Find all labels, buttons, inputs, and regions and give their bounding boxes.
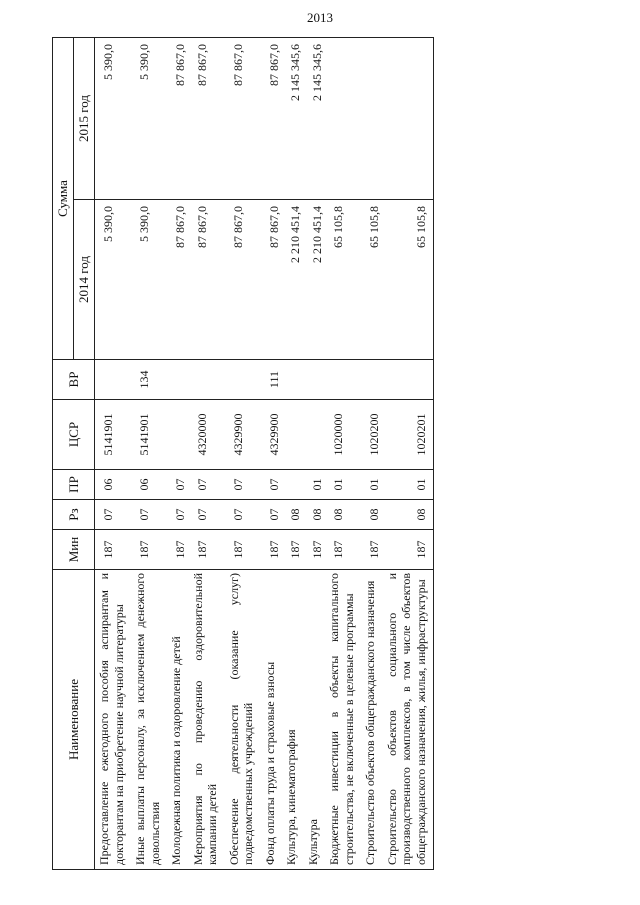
col-header-name: Наименование [53, 570, 95, 870]
page-number: 2013 [307, 10, 333, 25]
row-csr-cell: 5141901 [95, 400, 132, 470]
row-name-cell: Молодежная политика и оздоровление детей [167, 570, 189, 870]
row-vr-cell [383, 360, 434, 400]
row-rz-cell: 08 [282, 500, 304, 530]
row-2014-cell: 5 390,0 [95, 200, 132, 360]
table-row [261, 38, 283, 870]
row-pr-cell: 07 [225, 470, 261, 500]
row-vr-cell: 111 [261, 360, 283, 400]
row-pr-cell: 07 [167, 470, 189, 500]
row-rz-cell: 08 [383, 500, 434, 530]
table-row [131, 38, 167, 870]
row-rz-cell: 07 [95, 500, 132, 530]
row-csr-cell: 1020200 [361, 400, 383, 470]
row-csr-cell: 4320000 [189, 400, 225, 470]
row-min-cell: 187 [282, 530, 304, 570]
col-header-sum: Сумма [53, 38, 74, 360]
row-min-cell: 187 [167, 530, 189, 570]
col-header-rz: Рз [53, 500, 95, 530]
table-row [95, 38, 132, 870]
row-vr-cell [325, 360, 361, 400]
row-name-cell: Строительство объектов социального и производственного комплексов, в том числе объектов общегражданского назначения, жилья, инфраструктуры [383, 570, 434, 870]
row-vr-cell: 134 [131, 360, 167, 400]
row-min-cell: 187 [189, 530, 225, 570]
col-header-csr: ЦСР [53, 400, 95, 470]
row-min-cell: 187 [95, 530, 132, 570]
row-2015-cell: 5 390,0 [95, 38, 132, 200]
row-2015-cell [325, 38, 361, 200]
row-pr-cell: 01 [325, 470, 361, 500]
row-csr-cell: 4329900 [261, 400, 283, 470]
row-2015-cell: 87 867,0 [225, 38, 261, 200]
row-name-cell: Бюджетные инвестиции в объекты капитального строительства, не включенные в целевые программы [325, 570, 361, 870]
row-name-cell: Культура, кинематография [282, 570, 304, 870]
row-2015-cell [361, 38, 383, 200]
row-pr-cell: 07 [261, 470, 283, 500]
row-csr-cell: 4329900 [225, 400, 261, 470]
row-min-cell: 187 [325, 530, 361, 570]
row-2014-cell: 2 210 451,4 [304, 200, 326, 360]
row-vr-cell [225, 360, 261, 400]
row-name-cell: Фонд оплаты труда и страховые взносы [261, 570, 283, 870]
row-2015-cell: 5 390,0 [131, 38, 167, 200]
row-vr-cell [361, 360, 383, 400]
table-row [361, 38, 383, 870]
row-pr-cell: 06 [95, 470, 132, 500]
col-header-min: Мин [53, 530, 95, 570]
row-csr-cell [304, 400, 326, 470]
row-min-cell: 187 [225, 530, 261, 570]
row-csr-cell: 1020000 [325, 400, 361, 470]
row-2014-cell: 87 867,0 [261, 200, 283, 360]
row-2014-cell: 5 390,0 [131, 200, 167, 360]
rotated-page [52, 38, 582, 870]
row-min-cell: 187 [304, 530, 326, 570]
row-2014-cell: 87 867,0 [167, 200, 189, 360]
row-rz-cell: 07 [189, 500, 225, 530]
row-min-cell: 187 [261, 530, 283, 570]
row-vr-cell [95, 360, 132, 400]
row-2014-cell: 2 210 451,4 [282, 200, 304, 360]
row-rz-cell: 07 [261, 500, 283, 530]
table-row [304, 38, 326, 870]
row-pr-cell [282, 470, 304, 500]
row-csr-cell: 5141901 [131, 400, 167, 470]
row-name-cell: Обеспечение деятельности (оказание услуг) подведомственных учреждений [225, 570, 261, 870]
row-min-cell: 187 [383, 530, 434, 570]
row-name-cell: Иные выплаты персоналу, за исключением денежного довольствия [131, 570, 167, 870]
row-name-cell: Предоставление ежегодного пособия аспирантам и докторантам на приобретение научной литературы [95, 570, 132, 870]
col-header-2014: 2014 год [74, 200, 95, 360]
table-row [282, 38, 304, 870]
col-header-2015: 2015 год [74, 38, 95, 200]
row-vr-cell [304, 360, 326, 400]
row-rz-cell: 07 [167, 500, 189, 530]
row-name-cell: Культура [304, 570, 326, 870]
row-name-cell: Строительство объектов общегражданского назначения [361, 570, 383, 870]
col-header-vr: ВР [53, 360, 95, 400]
row-2015-cell: 2 145 345,6 [282, 38, 304, 200]
row-2014-cell: 65 105,8 [361, 200, 383, 360]
row-2014-cell: 65 105,8 [383, 200, 434, 360]
row-csr-cell [167, 400, 189, 470]
table-row [325, 38, 361, 870]
col-header-pr: ПР [53, 470, 95, 500]
row-rz-cell: 07 [225, 500, 261, 530]
row-2015-cell: 87 867,0 [189, 38, 225, 200]
row-csr-cell: 1020201 [383, 400, 434, 470]
row-pr-cell: 06 [131, 470, 167, 500]
table-row [167, 38, 189, 870]
row-2015-cell [383, 38, 434, 200]
row-rz-cell: 07 [131, 500, 167, 530]
row-vr-cell [167, 360, 189, 400]
row-name-cell: Мероприятия по проведению оздоровительной кампании детей [189, 570, 225, 870]
row-vr-cell [189, 360, 225, 400]
row-2014-cell: 87 867,0 [225, 200, 261, 360]
row-2014-cell: 87 867,0 [189, 200, 225, 360]
row-pr-cell: 01 [304, 470, 326, 500]
row-2015-cell: 87 867,0 [261, 38, 283, 200]
row-min-cell: 187 [131, 530, 167, 570]
row-rz-cell: 08 [304, 500, 326, 530]
table-row [225, 38, 261, 870]
table-row [189, 38, 225, 870]
row-rz-cell: 08 [361, 500, 383, 530]
row-vr-cell [282, 360, 304, 400]
row-2015-cell: 87 867,0 [167, 38, 189, 200]
row-pr-cell: 01 [383, 470, 434, 500]
table-row [383, 38, 434, 870]
row-min-cell: 187 [361, 530, 383, 570]
budget-table [52, 37, 434, 870]
row-rz-cell: 08 [325, 500, 361, 530]
row-2015-cell: 2 145 345,6 [304, 38, 326, 200]
row-pr-cell: 07 [189, 470, 225, 500]
row-csr-cell [282, 400, 304, 470]
row-pr-cell: 01 [361, 470, 383, 500]
row-2014-cell: 65 105,8 [325, 200, 361, 360]
